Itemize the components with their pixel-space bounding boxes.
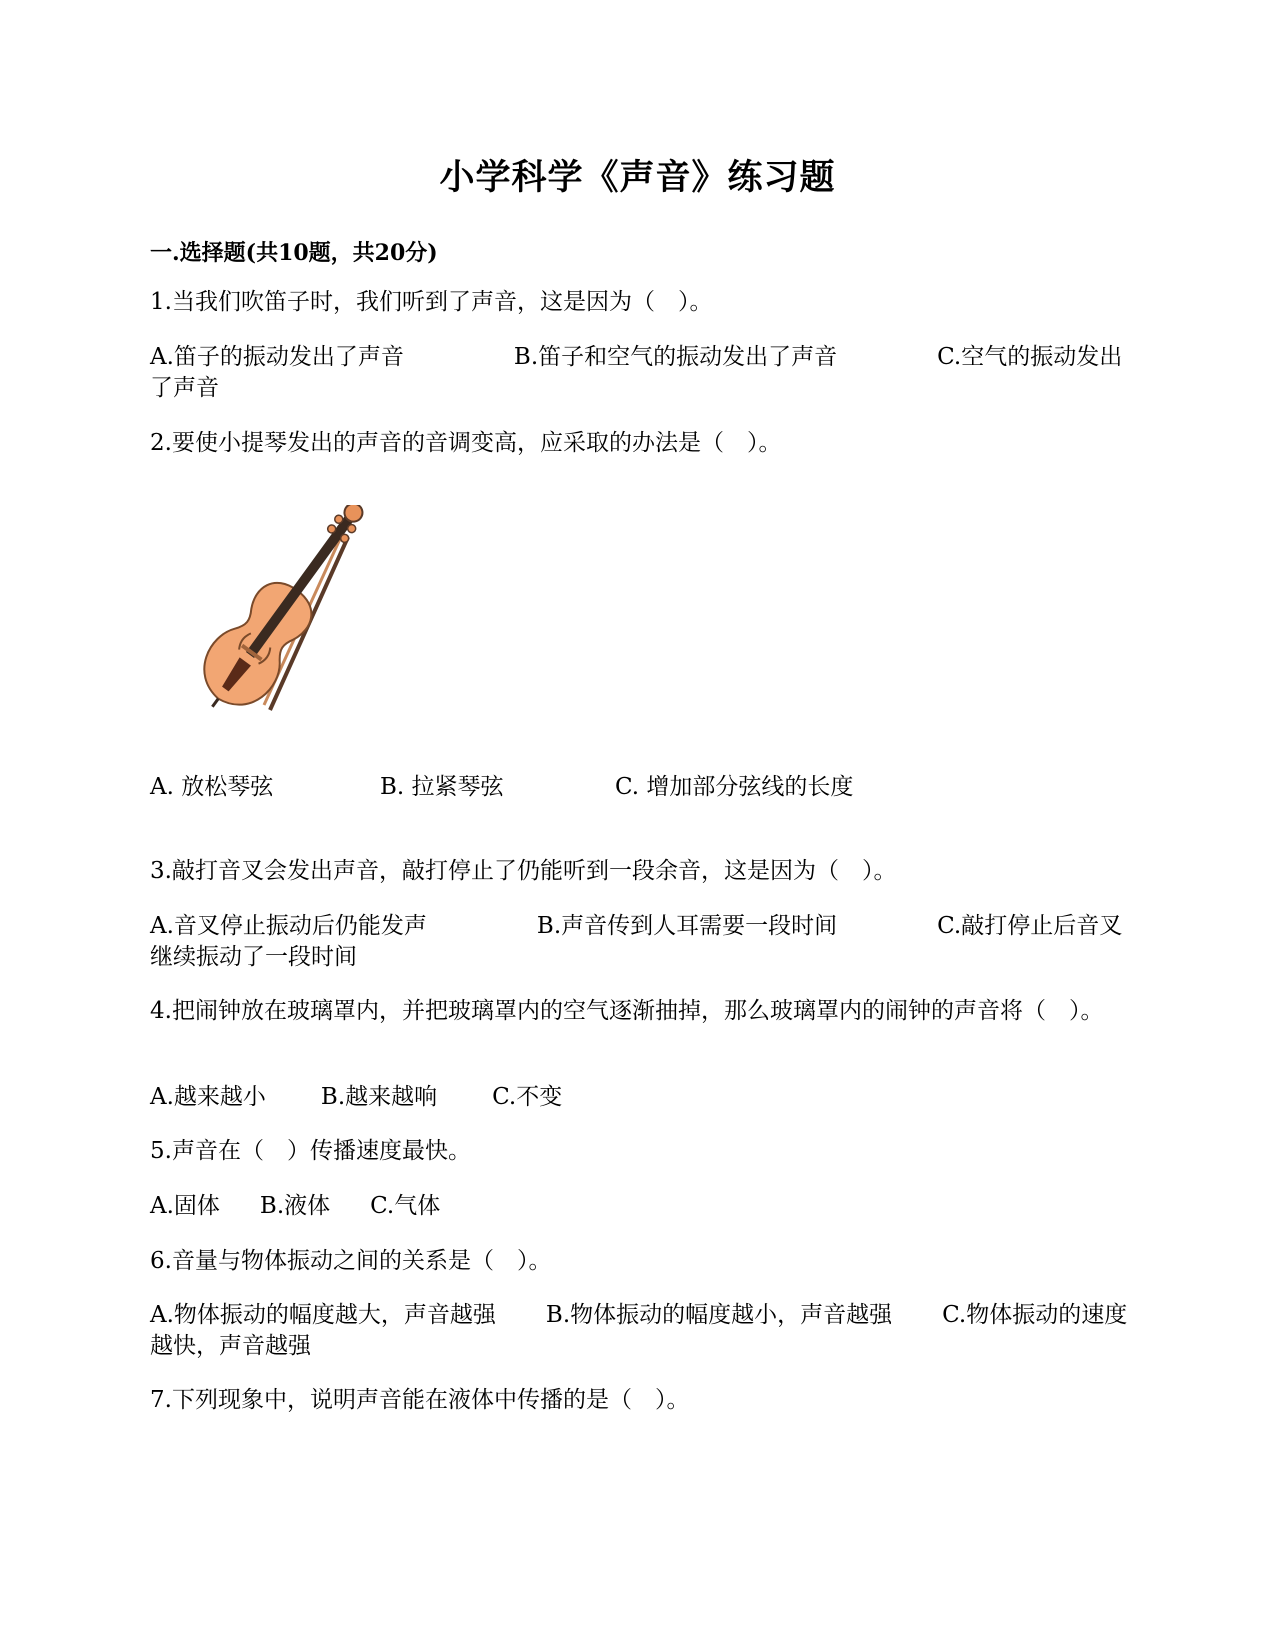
question-4-stem: 4.把闹钟放在玻璃罩内，并把玻璃罩内的空气逐渐抽掉，那么玻璃罩内的闹钟的声音将（ ）。 xyxy=(150,998,1104,1024)
violin-illustration xyxy=(150,505,370,745)
question-6-options xyxy=(150,1300,1130,1362)
option-b: B.声音传到人耳需要一段时间 xyxy=(536,913,838,939)
option-a: A.笛子的振动发出了声音 xyxy=(150,344,404,370)
question-2-option-b: B. 拉紧琴弦 xyxy=(380,774,504,800)
option-b: B.笛子和空气的振动发出了声音 xyxy=(513,344,838,370)
option-b: B.液体 xyxy=(259,1193,331,1219)
question-2-option-a: A. 放松琴弦 xyxy=(150,774,274,800)
option-a: A.物体振动的幅度越大，声音越强 xyxy=(150,1302,496,1328)
option-a: A.音叉停止振动后仍能发声 xyxy=(150,913,427,939)
question-1-stem: 1.当我们吹笛子时，我们听到了声音，这是因为（ ）。 xyxy=(150,289,713,315)
question-2-option-c: C. 增加部分弦线的长度 xyxy=(615,774,854,800)
question-6-stem: 6.音量与物体振动之间的关系是（ ）。 xyxy=(150,1248,552,1274)
option-c: C.不变 xyxy=(492,1084,563,1110)
question-5-stem: 5.声音在（ ）传播速度最快。 xyxy=(150,1138,471,1164)
option-a: A.越来越小 xyxy=(150,1084,266,1110)
question-1-options xyxy=(150,342,1130,404)
option-b: B.越来越响 xyxy=(320,1084,438,1110)
option-c: C.物体振动的速度越快，声音越强 xyxy=(150,1302,1128,1359)
question-3-stem: 3.敲打音叉会发出声音，敲打停止了仍能听到一段余音，这是因为（ ）。 xyxy=(150,858,897,884)
question-3-options xyxy=(150,911,1130,973)
option-c: C.气体 xyxy=(370,1193,441,1219)
option-c: C.敲打停止后音叉继续振动了一段时间 xyxy=(150,913,1123,970)
question-7-stem: 7.下列现象中，说明声音能在液体中传播的是（ ）。 xyxy=(150,1387,690,1413)
section-heading: 一.选择题(共10题，共20分) xyxy=(150,240,438,266)
page-title: 小学科学《声音》练习题 xyxy=(439,157,836,198)
question-4-options xyxy=(150,1082,1130,1113)
question-2-stem: 2.要使小提琴发出的声音的音调变高，应采取的办法是（ ）。 xyxy=(150,430,782,456)
question-5-options xyxy=(150,1191,1130,1222)
option-b: B.物体振动的幅度越小，声音越强 xyxy=(545,1302,893,1328)
option-a: A.固体 xyxy=(150,1193,220,1219)
option-c: C.空气的振动发出了声音 xyxy=(150,344,1123,401)
